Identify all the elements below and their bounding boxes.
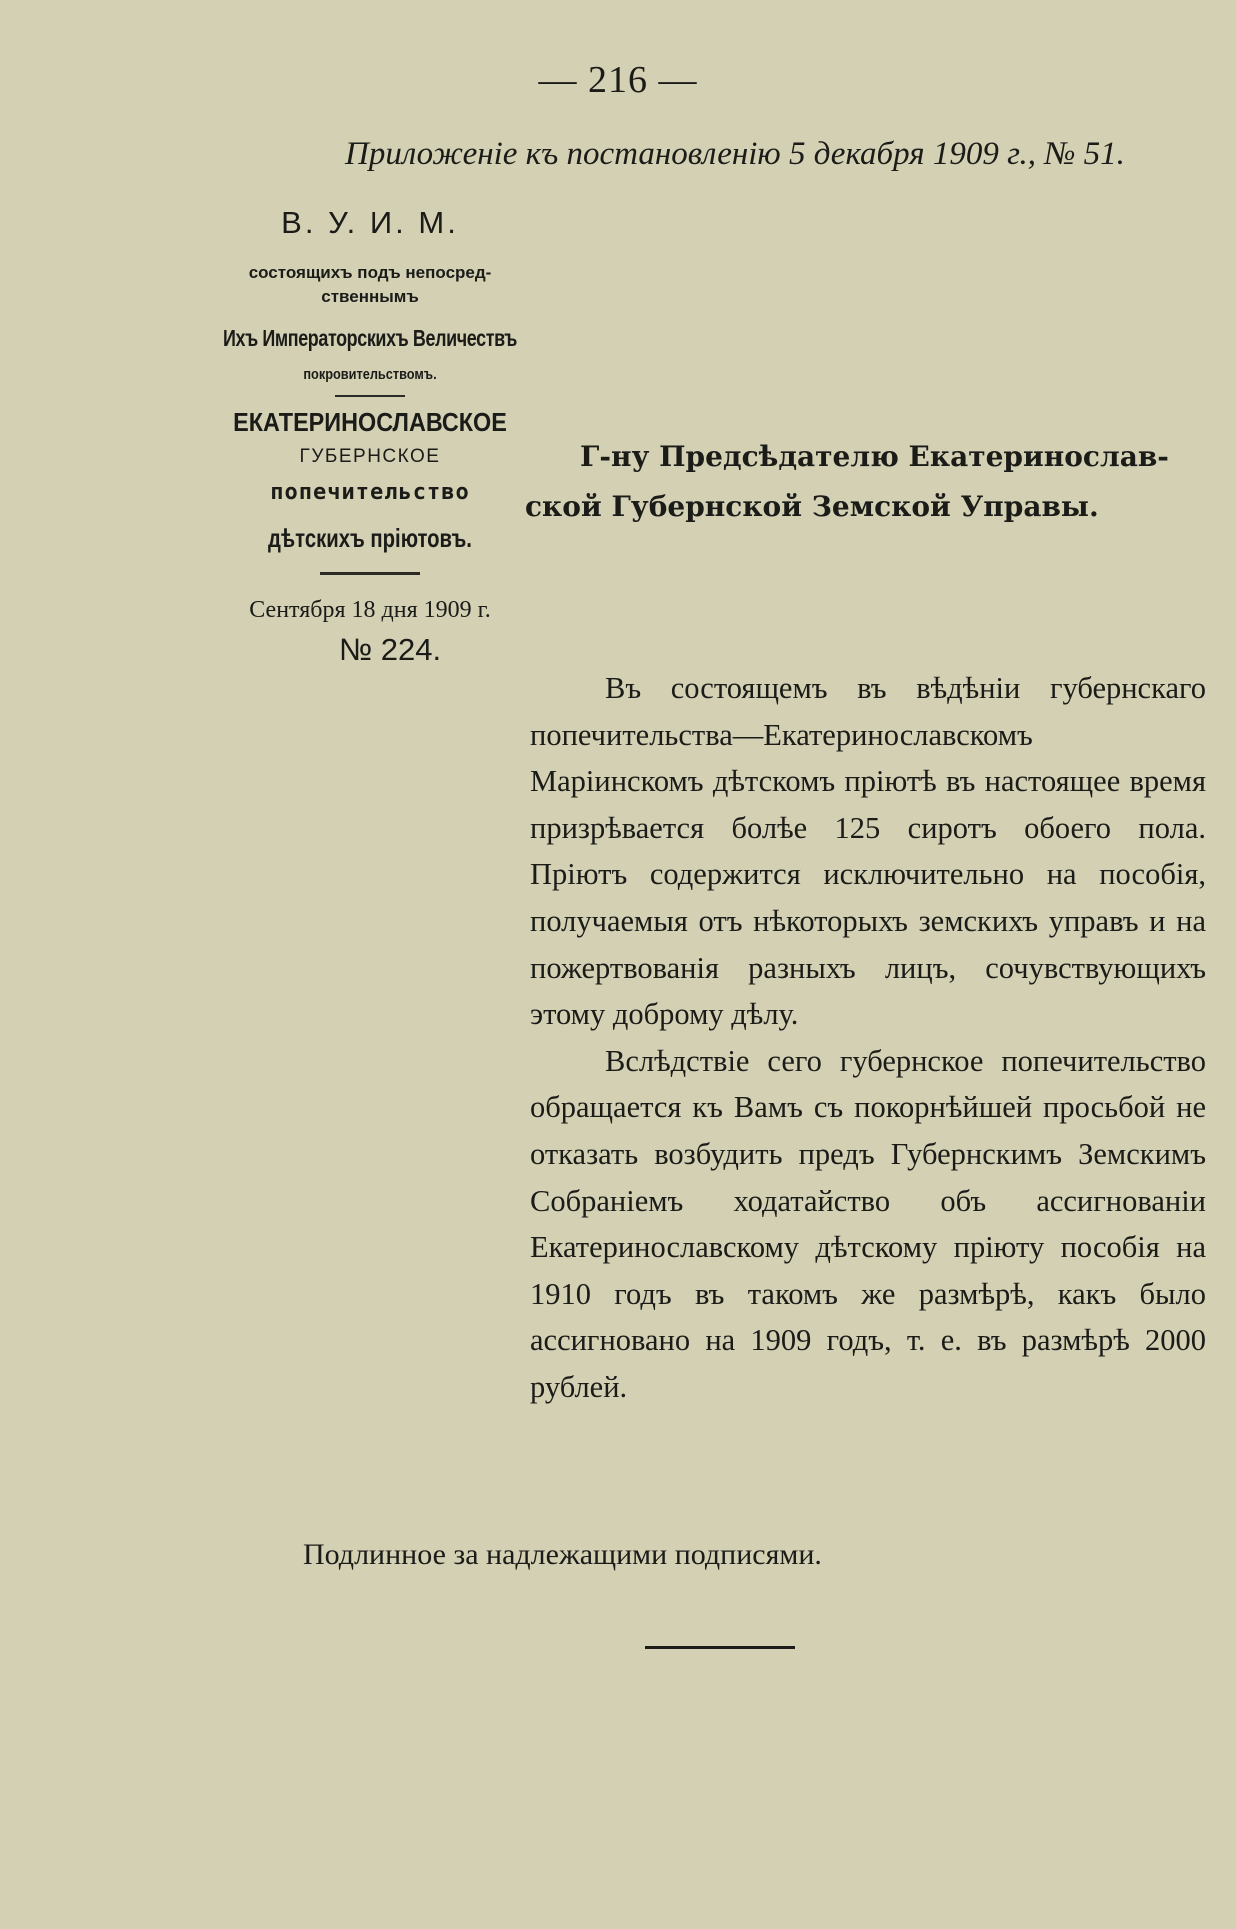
patronage-line: покровительствомъ. [303,366,437,383]
org-name-line-3: попечительство [270,480,470,505]
divider [335,395,405,397]
body-paragraph-1: Въ состоящемъ въ вѣдѣніи губернскаго попечительства—Екатеринославскомъ Маріинскомъ дѣтскомъ пріютѣ въ настоящее время призрѣвается болѣе 125 сиротъ обоего пола. Пріютъ содержится исключительно на пособія, получаемыя отъ нѣкоторыхъ земскихъ управъ и на пожертвованія разныхъ лицъ, сочувствующихъ этому доброму дѣлу. [530,671,1206,1032]
divider [320,572,420,575]
end-divider [645,1646,795,1649]
addressee [525,432,1205,532]
under-patronage-line-1: состоящихъ подъ непосред- [248,263,492,282]
under-patronage-line-2: ственнымъ [321,287,419,306]
majesties-line: Ихъ Императорскихъ Величествъ [223,325,517,351]
sender-abbreviation: В. У. И. М. [281,205,459,240]
letter-body [530,665,1206,1411]
addressee-line-1: Г-ну Предсѣдателю Екатеринослав- [580,440,1169,473]
sender-block [215,205,525,668]
addressee-line-2: ской Губернской Земской Управы. [525,490,1099,523]
org-name-line-1: ЕКАТЕРИНОСЛАВСКОЕ [233,407,507,437]
org-name-line-4: дѣтскихъ пріютовъ. [268,523,472,553]
certification-line: Подлинное за надлежащими подписями. [303,1538,822,1571]
org-name-line-2: ГУБЕРНСКОЕ [299,446,441,467]
letter-number: № 224. [338,632,442,667]
body-paragraph-2: Вслѣдствіе сего губернское попечительство обращается къ Вамъ съ покорнѣйшей просьбой не отказать возбудить предъ Губернскимъ Земскимъ Собраніемъ ходатайство объ ассигнованіи Екатеринославскому дѣтскому пріюту пособія на 1910 годъ въ такомъ же размѣрѣ, какъ было ассигновано на 1909 годъ, т. е. въ размѣрѣ 2000 рублей. [530,1043,1206,1404]
page-number: — 216 — [538,59,698,101]
appendix-line: Приложеніе къ постановленію 5 декабря 1909 г., № 51. [345,136,1125,172]
letter-date: Сентября 18 дня 1909 г. [249,597,491,623]
